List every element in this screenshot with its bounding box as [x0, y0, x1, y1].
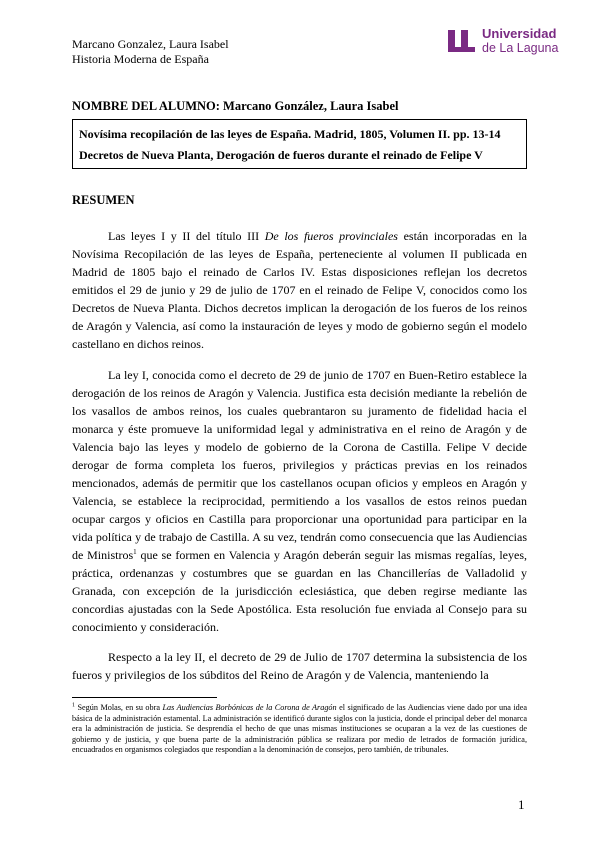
footnote-number: 1: [72, 702, 75, 709]
section-heading: RESUMEN: [72, 193, 135, 207]
footnote-text-b: el significado de las Audiencias viene dado por una idea básica de la administración estamental. La administración se identificó durante siglos con la justicia, donde el principal deber del monarca era la administración de justicia. Se desprendía el hecho de que unas mismas instituciones se ocuparan a la vez de las cuestiones de gobierno y de justicia, y que buena parte de la administración pública se realizara por medio de letrados de formación jurídica, encuadrados en organismos colegiados que respondían a la denominación de consejos, pero también, de tribunales.: [72, 703, 527, 755]
paragraph-2-text-a: La ley I, conocida como el decreto de 29 de junio de 1707 en Buen-Retiro establece la derogación de los reinos de Aragón y Valencia. Justifica esta decisión mediante la rebelión de los vasallos de ambos reinos, los cuales quebrantaron su juramento de fidelidad hacia el monarca y éste promueve la uniformidad legal y administrativa en el reino de Aragón y de Valencia bajo las leyes y modelo de gobierno de la Corona de Castilla. Felipe V decide derogar de forma completa los fueros, privilegios y prácticas previas en los reinados mencionados, además de permitir que los castellanos ocupan oficios y empleos en Aragón y Valencia, se establece la reciprocidad, permitiendo a los vasallos de estos reinos puedan ocupar cargos y oficios en Castilla para proporcionar una oportunidad para participar en la vida política y de trabajo de Castilla. A su vez, tendrán como consecuencia que las Audiencias de Ministros: [72, 368, 527, 562]
footnote-reference[interactable]: 1: [133, 548, 137, 556]
logo-wordmark: [482, 27, 558, 55]
running-header: [72, 37, 229, 67]
paragraph-1-text-a: Las leyes I y II del título III: [108, 229, 265, 243]
paragraph-1-text-b: están incorporadas en la Novísima Recopilación de las leyes de España, perteneciente al volumen II publicada en Madrid de 1805 bajo el reinado de Carlos IV. Estas disposiciones reflejan los decretos emitidos el 29 de junio y 29 de julio de 1707 en el reinado de Felipe V, conocidos como los Decretos de Nueva Planta. Dichos decretos implican la derogación de los fueros de los reinos de Aragón y Valencia, así como la instauración de leyes y modo de gobierno según el modelo castellano en dichos reinos.: [72, 229, 527, 351]
footnote-text-a: Según Molas, en su obra: [75, 703, 163, 712]
header-course: Historia Moderna de España: [72, 52, 209, 66]
paragraph-3-text: Respecto a la ley II, el decreto de 29 de Julio de 1707 determina la subsistencia de los fueros y privilegios de los súbditos del Reino de Aragón y de Valencia, manteniendo la: [72, 650, 527, 682]
ull-logo-mark-icon: [446, 28, 476, 54]
header-author: Marcano Gonzalez, Laura Isabel: [72, 37, 229, 51]
paragraph-1: [72, 227, 527, 353]
page-number: 1: [518, 797, 525, 812]
paragraph-1-italic-title: De los fueros provinciales: [264, 229, 398, 243]
university-logo: [446, 26, 570, 58]
logo-line-2: de La Laguna: [482, 41, 559, 55]
footnote-italic-title: Las Audiencias Borbónicas de la Corona de Aragón: [162, 703, 337, 712]
document-title-box: [72, 119, 527, 169]
logo-line-1: Universidad: [482, 26, 557, 41]
paragraph-2: [72, 366, 527, 636]
title-line-1: Novísima recopilación de las leyes de España. Madrid, 1805, Volumen II. pp. 13-14: [79, 127, 501, 141]
footnote: [72, 703, 527, 756]
paragraph-3: [72, 648, 527, 684]
title-line-2: Decretos de Nueva Planta, Derogación de fueros durante el reinado de Felipe V: [79, 148, 483, 162]
paragraph-2-text-b: que se formen en Valencia y Aragón deberán seguir las mismas regalías, leyes, práctica, ordenanzas y costumbres que se guardan en las Chancillerías de Valladolid y Granada, con excepción de la jurisdicción eclesiástica, que deben regirse mediante las concordias ajustadas con la Sede Apostólica. Esta resolución fue enviada al Consejo para su conocimiento y consideración.: [72, 548, 527, 634]
student-name-line: NOMBRE DEL ALUMNO: Marcano González, Laura Isabel: [72, 99, 399, 113]
footnote-separator: [72, 697, 217, 698]
